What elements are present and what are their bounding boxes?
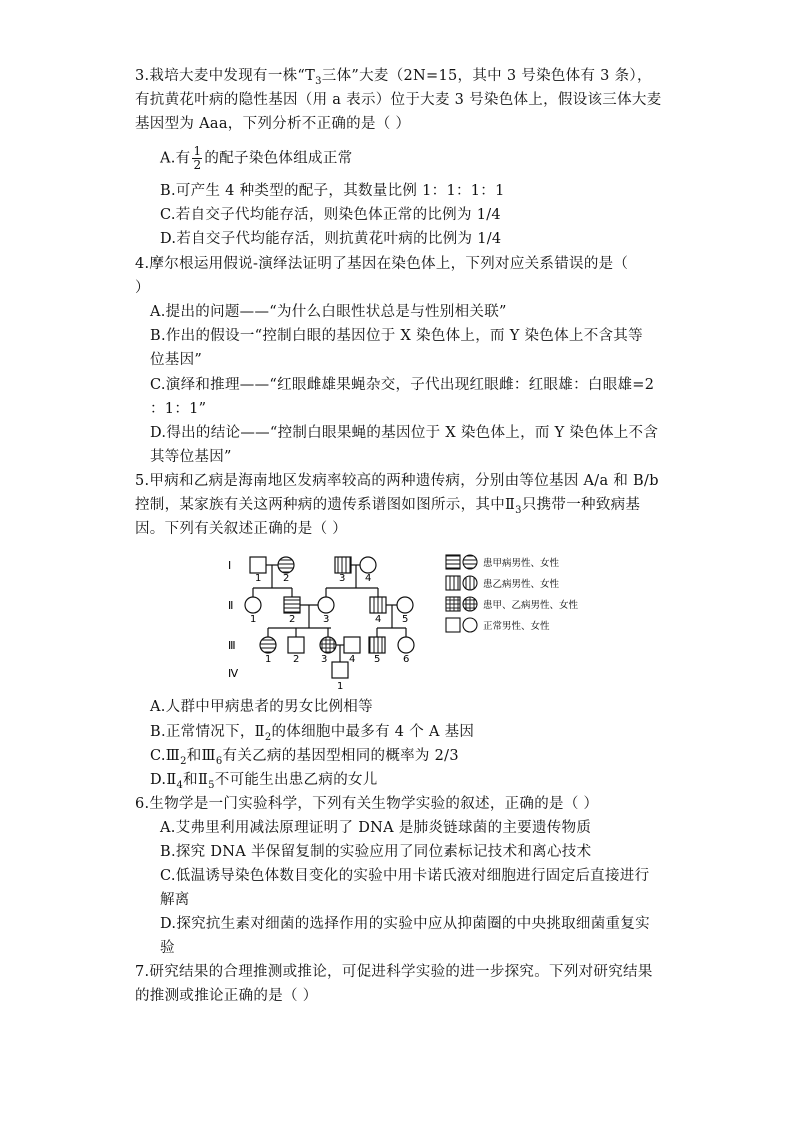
g1-4-normal-female — [360, 557, 376, 573]
q4-stem-line-2: ） — [135, 280, 150, 296]
q6-stem: 6.生物学是一门实验科学，下列有关生物学实验的叙述，正确的是（ ） — [135, 796, 599, 812]
legend-disease-b-female-symbol — [463, 576, 477, 590]
q4-option-c-line-2: ：1：1” — [150, 401, 207, 417]
g2-1-normal-female — [245, 597, 261, 613]
g3-number-2: 2 — [293, 654, 300, 665]
q3-stem-line-1: 3.栽培大麦中发现有一株“$T_3$三体”大麦（2N=15，其中 3 号染色体有 3 条）， — [135, 68, 652, 87]
g3-number-5: 5 — [374, 654, 381, 665]
g2-number-5: 5 — [402, 614, 409, 625]
g3-number-1: 1 — [265, 654, 272, 665]
legend-label-normal: 正常男性、女性 — [483, 621, 550, 632]
q4-option-c-line-1: C.演绎和推理——“红眼雌雄果蝇杂交，子代出现红眼雌：红眼雄：白眼雄=2 — [150, 377, 655, 393]
q6-option-d-line-1: D.探究抗生素对细菌的选择作用的实验中应从抑菌圈的中央挑取细菌重复实 — [160, 916, 650, 932]
q5-stem-line-2: 控制，某家族有关这两种病的遗传系谱图如图所示，其中$Ⅱ_3$只携带一种致病基 — [135, 497, 641, 516]
legend-disease-ab-male-symbol — [446, 597, 460, 611]
q3-stem-line-2: 有抗黄花叶病的隐性基因（用 a 表示）位于大麦 3 号染色体上，假设该三体大麦 — [135, 92, 662, 108]
q3-option-b: B.可产生 4 种类型的配子，其数量比例 1：1：1：1 — [160, 183, 505, 199]
g2-3-normal-female — [318, 597, 334, 613]
g3-6-normal-female — [398, 637, 414, 653]
q5-option-c: $C.Ⅲ_2$和$Ⅲ_6$有关乙病的基因型相同的概率为 2/3 — [150, 748, 459, 767]
q6-option-a: A.艾弗里利用减法原理证明了 DNA 是肺炎链球菌的主要遗传物质 — [160, 820, 592, 836]
g2-number-3: 3 — [323, 614, 330, 625]
g1-number-1: 1 — [255, 573, 262, 584]
legend-disease-ab-female-symbol — [463, 597, 477, 611]
g2-number-2: 2 — [289, 614, 296, 625]
g3-4-normal-male — [344, 637, 360, 653]
q5-option-d: $D.Ⅱ_4$和$Ⅱ_5$不可能生出患乙病的女儿 — [150, 772, 378, 791]
q6-option-b: B.探究 DNA 半保留复制的实验应用了同位素标记技术和离心技术 — [160, 844, 592, 860]
g3-number-4: 4 — [349, 654, 356, 665]
g1-number-3: 3 — [339, 573, 346, 584]
gen-label-3: Ⅲ — [228, 639, 236, 652]
q3-option-a: A.有 $\frac{1}{2}$ 的配子染色体组成正常 — [160, 144, 353, 172]
pedigree-chart — [220, 550, 600, 690]
legend-label-disease-ab: 患甲、乙病男性、女性 — [483, 600, 579, 611]
pedigree-legend — [446, 555, 579, 632]
q4-option-a: A.提出的问题——“为什么白眼性状总是与性别相关联” — [150, 304, 507, 320]
q4-option-d-line-1: D.得出的结论——“控制白眼果蝇的基因位于 X 染色体上，而 Y 染色体上不含 — [150, 425, 659, 441]
q6-option-c-line-2: 解离 — [160, 892, 190, 908]
legend-disease-a-female-symbol — [463, 555, 477, 569]
g3-number-6: 6 — [403, 654, 410, 665]
g1-1-normal-male — [250, 557, 266, 573]
fraction-one-half: $\frac{1}{2}$ — [193, 144, 202, 172]
q5-stem-line-3: 因。下列有关叙述正确的是（ ） — [135, 521, 348, 537]
legend-disease-b-male-symbol — [446, 576, 460, 590]
g3-number-3: 3 — [321, 654, 328, 665]
g4-1-normal-male — [332, 662, 348, 678]
q4-option-b-line-2: 位基因” — [150, 352, 203, 368]
legend-normal-female-symbol — [463, 618, 477, 632]
q5-option-a: A.人群中甲病患者的男女比例相等 — [150, 699, 373, 715]
g1-number-4: 4 — [365, 573, 372, 584]
q5-option-b: B.正常情况下，$Ⅱ_2$的体细胞中最多有 4 个 A 基因 — [150, 724, 475, 743]
g4-number-1: 1 — [337, 681, 344, 690]
gen-label-4: Ⅳ — [228, 667, 239, 680]
q6-option-d-line-2: 验 — [160, 940, 175, 956]
q4-stem-line-1: 4.摩尔根运用假说-演绎法证明了基因在染色体上，下列对应关系错误的是（ — [135, 256, 629, 272]
q7-stem-line-2: 的推测或推论正确的是（ ） — [135, 988, 318, 1004]
g3-1-disease-a-female — [260, 637, 276, 653]
g1-3-disease-b-male — [335, 557, 351, 573]
q3-stem-line-3: 基因型为 Aaa，下列分析不正确的是（ ） — [135, 116, 411, 132]
q7-stem-line-1: 7.研究结果的合理推测或推论，可促进科学实验的进一步探究。下列对研究结果 — [135, 964, 653, 980]
g2-5-normal-female — [397, 597, 413, 613]
g2-number-1: 1 — [250, 614, 257, 625]
g2-2-disease-a-male — [284, 597, 300, 613]
g1-number-2: 2 — [283, 573, 290, 584]
legend-disease-a-male-symbol — [446, 555, 460, 569]
legend-label-disease-b: 患乙病男性、女性 — [483, 579, 560, 590]
legend-label-disease-a: 患甲病男性、女性 — [483, 558, 560, 569]
gen-label-1: Ⅰ — [228, 559, 232, 572]
g3-5-disease-b-male — [369, 637, 385, 653]
g2-4-disease-b-male — [370, 597, 386, 613]
q3-option-c: C.若自交子代均能存活，则染色体正常的比例为 1/4 — [160, 207, 501, 223]
q6-option-c-line-1: C.低温诱导染色体数目变化的实验中用卡诺氏液对细胞进行固定后直接进行 — [160, 868, 650, 884]
q5-stem-line-1: 5.甲病和乙病是海南地区发病率较高的两种遗传病，分别由等位基因 A/a 和 B/b — [135, 473, 659, 489]
q3-option-d: D.若自交子代均能存活，则抗黄花叶病的比例为 1/4 — [160, 231, 502, 247]
g3-2-normal-male — [288, 637, 304, 653]
q4-option-b-line-1: B.作出的假设一“控制白眼的基因位于 X 染色体上，而 Y 染色体上不含其等 — [150, 328, 643, 344]
q4-option-d-line-2: 其等位基因” — [150, 449, 232, 465]
g1-2-disease-a-female — [278, 557, 294, 573]
legend-normal-male-symbol — [446, 618, 460, 632]
g3-3-disease-ab-female — [320, 637, 336, 653]
gen-label-2: Ⅱ — [228, 599, 234, 612]
g2-number-4: 4 — [375, 614, 382, 625]
